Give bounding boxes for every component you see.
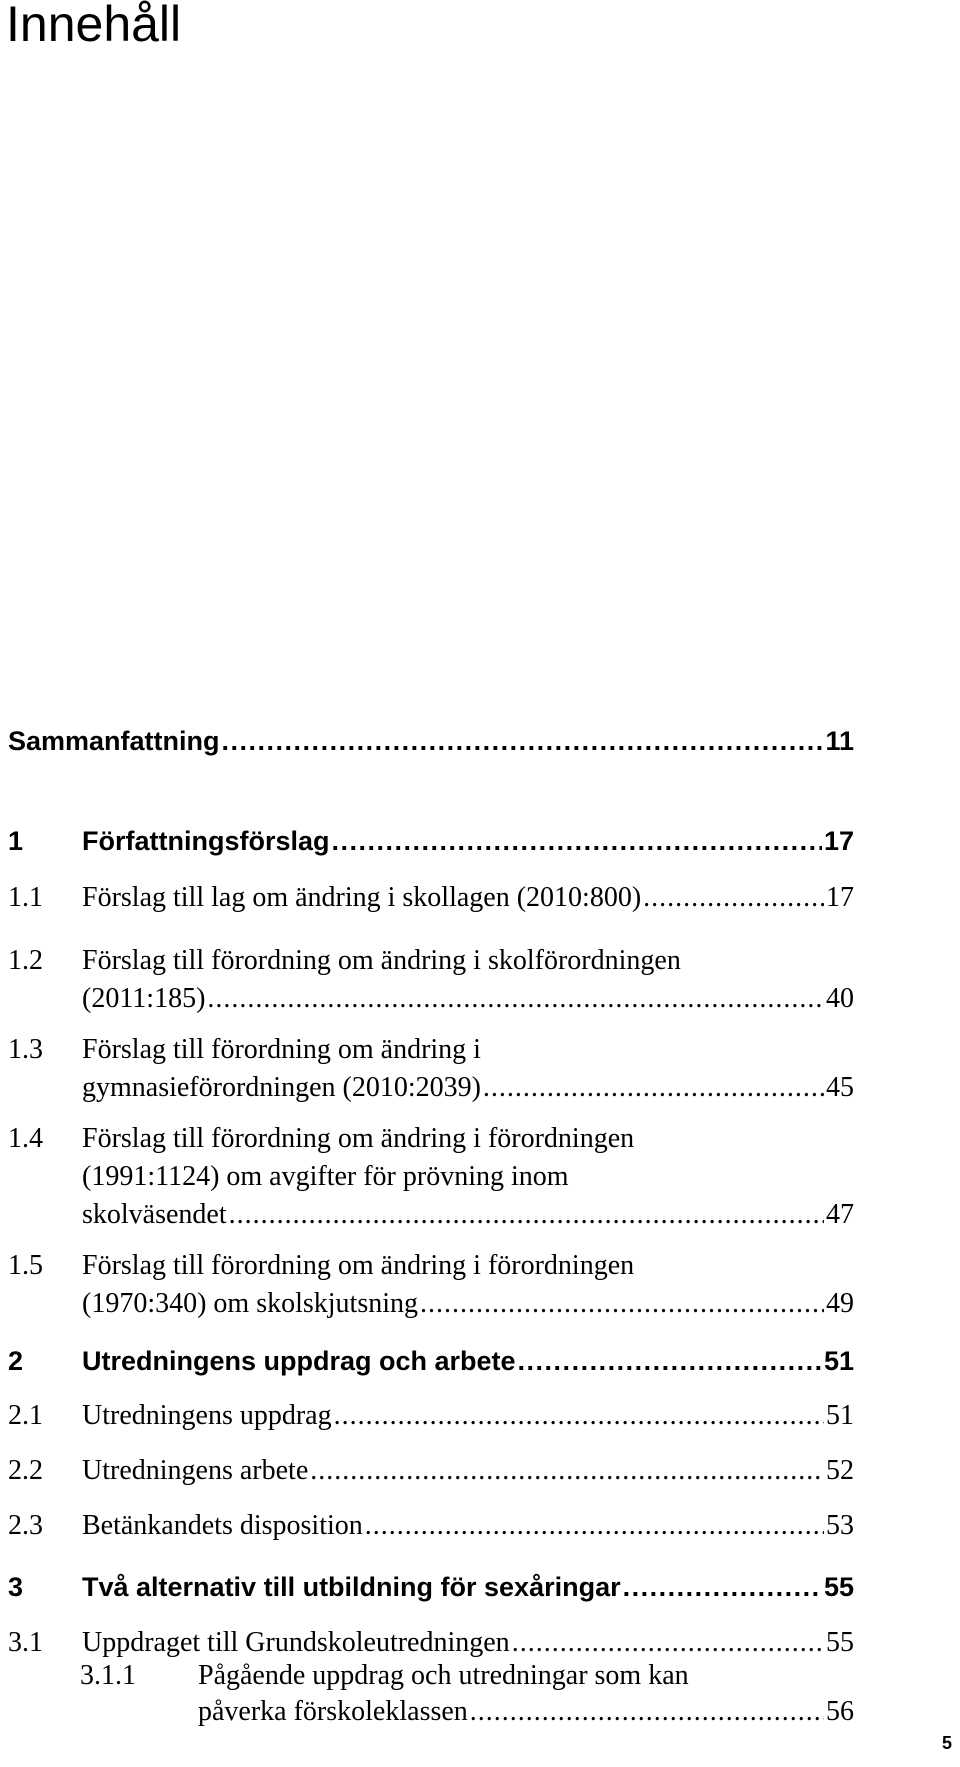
toc-section-number: 2.1 [8,1400,43,1431]
toc-section-number: 2.3 [8,1510,43,1541]
toc-page-number: 55 [823,1572,854,1602]
toc-page-number: 51 [823,1346,854,1376]
toc-section-number: 3 [8,1572,24,1602]
toc-page-number: 56 [826,1696,854,1727]
toc-section-number: 1.2 [8,945,43,976]
toc-page-number: 17 [826,882,854,913]
leader-dots [643,882,824,914]
toc-entry-3-1[interactable] [8,1627,854,1663]
leader-dots [470,1696,824,1728]
toc-entry-chapter-1[interactable] [8,826,854,862]
leader-dots [332,826,822,857]
toc-entry-1-2[interactable] [8,945,854,1017]
toc-entry-text: Författningsförslag [82,826,330,856]
toc-page-number: 45 [826,1072,854,1103]
toc-entry-text: Två alternativ till utbildning för sexåringar [82,1572,621,1602]
toc-entry-text-cont: (2011:185) [82,983,206,1014]
toc-entry-text: Förslag till lag om ändring i skollagen (2010:800) [82,882,642,913]
toc-entry-text-cont: gymnasieförordningen (2010:2039) [82,1072,481,1103]
toc-entry-text: Betänkandets disposition [82,1510,363,1541]
toc-entry-text-cont: (1970:340) om skolskjutsning [82,1288,419,1319]
toc-section-number: 1.3 [8,1034,43,1065]
toc-entry-chapter-3[interactable] [8,1572,854,1608]
toc-page-number: 52 [826,1455,854,1486]
toc-entry-1-4[interactable] [8,1123,854,1233]
page-title: Innehåll [6,0,182,52]
toc-section-number: 1.5 [8,1250,43,1281]
leader-dots [207,983,824,1015]
leader-dots [334,1400,824,1432]
toc-entry-1-5[interactable] [8,1250,854,1322]
toc-entry-2-3[interactable] [8,1510,854,1546]
leader-dots [222,726,824,757]
page-number: 5 [941,1733,952,1753]
toc-page-number: 51 [826,1400,854,1431]
toc-page-number: 47 [826,1199,854,1230]
leader-dots [623,1572,822,1603]
leader-dots [229,1199,824,1231]
toc-section-number: 1 [8,826,24,856]
toc-page-number: 11 [825,726,854,756]
toc-entry-text: Förslag till förordning om ändring i skolförordningen [82,945,681,976]
toc-entry-text: Utredningens uppdrag [82,1400,332,1431]
toc-entry-text: Förslag till förordning om ändring i [82,1034,481,1065]
toc-entry-text: Pågående uppdrag och utredningar som kan [198,1660,689,1691]
toc-section-number: 2.2 [8,1455,43,1486]
toc-section-number: 1.1 [8,882,43,913]
toc-page-number: 40 [826,983,854,1014]
toc-section-number: 3.1 [8,1627,43,1658]
toc-page-number: 55 [826,1627,854,1658]
toc-entry-text: Uppdraget till Grundskoleutredningen [82,1627,510,1658]
toc-entry-text-cont: (1991:1124) om avgifter för prövning inom [82,1161,569,1192]
leader-dots [518,1346,822,1377]
toc-entry-text: Utredningens uppdrag och arbete [82,1346,516,1376]
toc-entry-sammanfattning[interactable] [8,726,854,762]
toc-entry-2-1[interactable] [8,1400,854,1436]
leader-dots [512,1627,824,1659]
toc-entry-text: Förslag till förordning om ändring i förordningen [82,1123,635,1154]
toc-entry-1-1[interactable] [8,882,854,918]
toc-entry-text-cont: skolväsendet [82,1199,227,1230]
toc-section-number: 1.4 [8,1123,43,1154]
toc-entry-2-2[interactable] [8,1455,854,1491]
toc-entry-text-cont: påverka förskoleklassen [198,1696,468,1727]
leader-dots [483,1072,824,1104]
leader-dots [365,1510,824,1542]
leader-dots [420,1288,824,1320]
toc-page-number: 17 [823,826,854,856]
toc-page-number: 49 [826,1288,854,1319]
toc-page-number: 53 [826,1510,854,1541]
toc-entry-3-1-1[interactable] [8,1660,854,1732]
toc-section-number: 3.1.1 [80,1660,136,1691]
leader-dots [310,1455,824,1487]
toc-entry-chapter-2[interactable] [8,1346,854,1382]
toc-section-number: 2 [8,1346,24,1376]
toc-entry-1-3[interactable] [8,1034,854,1106]
toc-entry-text: Sammanfattning [8,726,220,756]
toc-entry-text: Förslag till förordning om ändring i förordningen [82,1250,635,1281]
toc-entry-text: Utredningens arbete [82,1455,309,1486]
